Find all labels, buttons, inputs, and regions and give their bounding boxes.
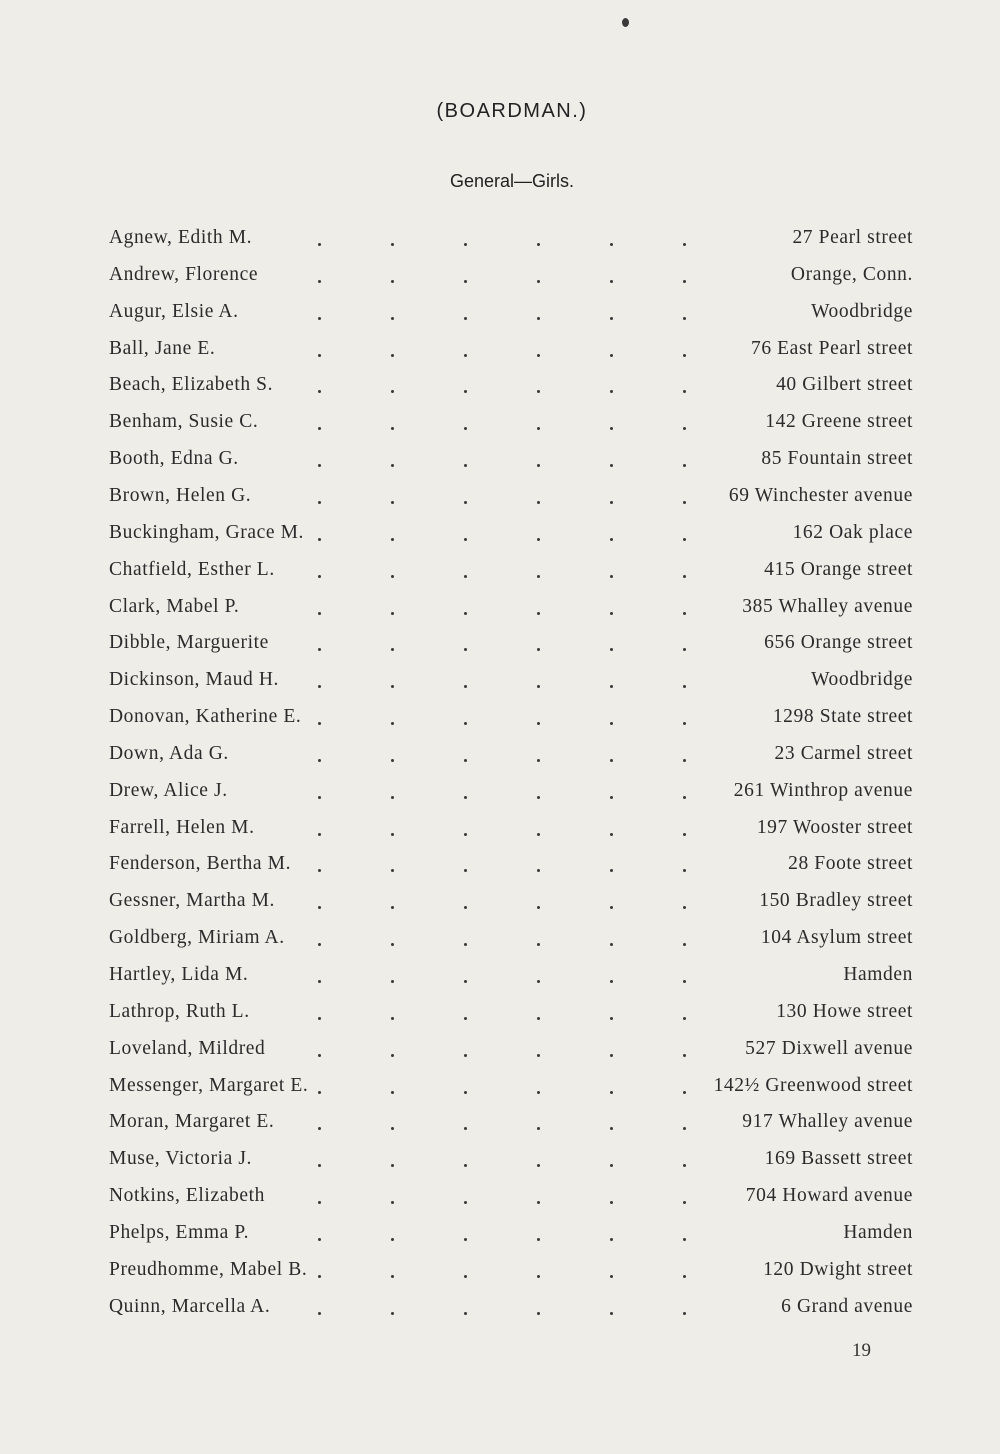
leader-dot (391, 648, 394, 651)
leader-dot (318, 538, 321, 541)
leader-dot (391, 280, 394, 283)
leader-dot (391, 1164, 394, 1167)
leader-dot (391, 317, 394, 320)
leader-dot (318, 1238, 321, 1241)
leader-dot (683, 943, 686, 946)
leader-dot (537, 575, 540, 578)
leader-dot (683, 869, 686, 872)
leader-dot (391, 906, 394, 909)
leader-dot (610, 685, 613, 688)
student-address: Hamden (843, 1221, 913, 1243)
leader-dot (464, 575, 467, 578)
student-address: 385 Whalley avenue (742, 595, 913, 617)
roster-row (0, 1001, 1000, 1031)
leader-dot (610, 317, 613, 320)
leader-dot (683, 1312, 686, 1315)
leader-dot (391, 1017, 394, 1020)
student-name: Down, Ada G. (109, 742, 229, 764)
leader-dot (683, 538, 686, 541)
leader-dot (391, 390, 394, 393)
student-name: Muse, Victoria J. (109, 1148, 252, 1170)
student-name: Agnew, Edith M. (109, 227, 253, 248)
leader-dot (464, 906, 467, 909)
leader-dot (610, 980, 613, 983)
student-name: Clark, Mabel P. (109, 595, 240, 617)
student-name: Preudhomme, Mabel B. (109, 1258, 308, 1280)
leader-dot (683, 354, 686, 357)
student-address: 261 Winthrop avenue (733, 779, 913, 801)
roster-row (0, 338, 1000, 368)
student-name: Phelps, Emma P. (109, 1221, 250, 1243)
leader-dot (683, 685, 686, 688)
roster-row (0, 227, 1000, 257)
roster-row (0, 706, 1000, 736)
leader-dot (391, 427, 394, 430)
roster-row (0, 853, 1000, 883)
leader-dot (318, 1275, 321, 1278)
roster-row (0, 522, 1000, 552)
leader-dot (610, 906, 613, 909)
leader-dot (610, 1054, 613, 1057)
leader-dot (537, 722, 540, 725)
leader-dot (391, 354, 394, 357)
leader-dot (464, 1275, 467, 1278)
leader-dot (683, 1054, 686, 1057)
leader-dot (610, 612, 613, 615)
leader-dot (391, 464, 394, 467)
student-name: Dickinson, Maud H. (109, 669, 280, 691)
leader-dot (464, 280, 467, 283)
leader-dot (610, 501, 613, 504)
leader-dot (464, 501, 467, 504)
leader-dot (537, 980, 540, 983)
student-address: 104 Asylum street (760, 927, 913, 949)
roster-row (0, 1075, 1000, 1105)
leader-dot (683, 1091, 686, 1094)
leader-dot (318, 1201, 321, 1204)
leader-dot (318, 354, 321, 357)
student-address: 120 Dwight street (763, 1258, 913, 1280)
student-name: Chatfield, Esther L. (109, 558, 275, 580)
student-address: 28 Foote street (788, 853, 913, 875)
leader-dot (683, 1275, 686, 1278)
roster-row (0, 559, 1000, 589)
leader-dot (610, 538, 613, 541)
leader-dot (464, 869, 467, 872)
leader-dot (683, 390, 686, 393)
leader-dot (537, 759, 540, 762)
student-address: 197 Wooster street (756, 816, 913, 838)
leader-dot (537, 1238, 540, 1241)
student-address: 27 Pearl street (792, 227, 913, 248)
roster-row (0, 596, 1000, 626)
student-address: 85 Fountain street (761, 448, 913, 470)
student-name: Messenger, Margaret E. (109, 1074, 309, 1096)
student-address: Woodbridge (811, 300, 913, 322)
student-name: Moran, Margaret E. (109, 1111, 275, 1133)
leader-dot (464, 1054, 467, 1057)
leader-dot (318, 685, 321, 688)
roster-row (0, 485, 1000, 515)
leader-dot (318, 980, 321, 983)
student-name: Dibble, Marguerite (109, 632, 269, 654)
roster-row (0, 1222, 1000, 1252)
student-address: 1298 State street (772, 706, 913, 728)
leader-dot (537, 538, 540, 541)
student-name: Loveland, Mildred (109, 1037, 266, 1059)
leader-dot (610, 390, 613, 393)
student-address: 142½ Greenwood street (713, 1074, 913, 1096)
leader-dot (683, 464, 686, 467)
leader-dot (391, 796, 394, 799)
leader-dot (537, 869, 540, 872)
leader-dot (464, 1017, 467, 1020)
leader-dot (683, 1201, 686, 1204)
leader-dot (391, 1201, 394, 1204)
leader-dot (537, 317, 540, 320)
leader-dot (610, 722, 613, 725)
leader-dot (683, 980, 686, 983)
leader-dot (610, 1164, 613, 1167)
student-name: Ball, Jane E. (109, 337, 216, 359)
student-address: 656 Orange street (764, 632, 913, 654)
leader-dot (318, 243, 321, 246)
roster-row (0, 890, 1000, 920)
leader-dot (318, 575, 321, 578)
roster-row (0, 964, 1000, 994)
student-address: 142 Greene street (765, 411, 913, 433)
roster-row (0, 1111, 1000, 1141)
leader-dot (318, 1164, 321, 1167)
leader-dot (537, 280, 540, 283)
leader-dot (537, 390, 540, 393)
leader-dot (610, 833, 613, 836)
leader-dot (537, 796, 540, 799)
leader-dot (537, 1054, 540, 1057)
leader-dot (683, 796, 686, 799)
leader-dot (318, 317, 321, 320)
student-name: Buckingham, Grace M. (109, 521, 305, 543)
leader-dot (464, 796, 467, 799)
student-address: 917 Whalley avenue (742, 1111, 913, 1133)
student-name: Goldberg, Miriam A. (109, 927, 285, 949)
leader-dot (683, 906, 686, 909)
student-name: Booth, Edna G. (109, 448, 239, 470)
leader-dot (318, 464, 321, 467)
leader-dot (683, 1017, 686, 1020)
leader-dot (537, 1275, 540, 1278)
leader-dot (464, 722, 467, 725)
roster-row (0, 264, 1000, 294)
leader-dot (464, 759, 467, 762)
leader-dot (683, 501, 686, 504)
leader-dot (537, 906, 540, 909)
leader-dot (318, 1091, 321, 1094)
leader-dot (464, 1091, 467, 1094)
leader-dot (610, 427, 613, 430)
leader-dot (610, 1312, 613, 1315)
student-name: Gessner, Martha M. (109, 890, 275, 912)
leader-dot (464, 980, 467, 983)
leader-dot (318, 869, 321, 872)
student-name: Farrell, Helen M. (109, 816, 255, 838)
roster-row (0, 411, 1000, 441)
student-address: Woodbridge (811, 669, 913, 691)
student-address: 150 Bradley street (759, 890, 913, 912)
roster-row (0, 1148, 1000, 1178)
leader-dot (391, 612, 394, 615)
student-address: Orange, Conn. (790, 263, 913, 285)
roster-row (0, 1296, 1000, 1326)
leader-dot (391, 833, 394, 836)
leader-dot (318, 1127, 321, 1130)
leader-dot (537, 1312, 540, 1315)
leader-dot (610, 243, 613, 246)
student-address: 69 Winchester avenue (728, 484, 913, 506)
leader-dot (464, 464, 467, 467)
student-name: Brown, Helen G. (109, 484, 252, 506)
student-name: Andrew, Florence (109, 263, 259, 285)
student-address: 76 East Pearl street (751, 337, 913, 359)
leader-dot (391, 538, 394, 541)
student-address: 704 Howard avenue (745, 1185, 913, 1207)
roster-row (0, 817, 1000, 847)
student-name: Beach, Elizabeth S. (109, 374, 274, 396)
section-heading: General—Girls. (449, 171, 575, 191)
leader-dot (464, 685, 467, 688)
leader-dot (683, 317, 686, 320)
leader-dot (610, 1017, 613, 1020)
leader-dot (610, 759, 613, 762)
leader-dot (464, 317, 467, 320)
leader-dot (683, 833, 686, 836)
leader-dot (318, 648, 321, 651)
leader-dot (610, 464, 613, 467)
student-address: 130 Howe street (776, 1000, 913, 1022)
leader-dot (391, 1275, 394, 1278)
leader-dot (537, 648, 540, 651)
leader-dot (318, 833, 321, 836)
leader-dot (683, 648, 686, 651)
leader-dot (683, 575, 686, 578)
roster-row (0, 632, 1000, 662)
leader-dot (318, 612, 321, 615)
roster-row (0, 374, 1000, 404)
leader-dot (391, 943, 394, 946)
leader-dot (610, 1091, 613, 1094)
leader-dot (464, 648, 467, 651)
leader-dot (318, 501, 321, 504)
leader-dot (464, 1201, 467, 1204)
ink-speck (622, 18, 629, 27)
leader-dot (683, 243, 686, 246)
roster-row (0, 669, 1000, 699)
student-name: Augur, Elsie A. (109, 300, 239, 322)
leader-dot (537, 354, 540, 357)
student-address: 40 Gilbert street (776, 374, 913, 396)
leader-dot (318, 1054, 321, 1057)
leader-dot (318, 722, 321, 725)
roster-row (0, 448, 1000, 478)
student-address: 162 Oak place (792, 521, 913, 543)
leader-dot (464, 943, 467, 946)
leader-dot (391, 1312, 394, 1315)
roster-row (0, 1038, 1000, 1068)
student-address: 169 Bassett street (764, 1148, 913, 1170)
leader-dot (464, 1312, 467, 1315)
leader-dot (610, 1238, 613, 1241)
leader-dot (683, 612, 686, 615)
student-name: Notkins, Elizabeth (109, 1185, 265, 1207)
leader-dot (683, 722, 686, 725)
leader-dot (683, 759, 686, 762)
leader-dot (610, 869, 613, 872)
school-heading: (BOARDMAN.) (436, 100, 588, 122)
leader-dot (318, 427, 321, 430)
leader-dot (683, 1238, 686, 1241)
student-name: Drew, Alice J. (109, 779, 228, 801)
leader-dot (683, 1127, 686, 1130)
roster-row (0, 927, 1000, 957)
leader-dot (391, 685, 394, 688)
leader-dot (610, 354, 613, 357)
leader-dot (318, 906, 321, 909)
leader-dot (683, 427, 686, 430)
leader-dot (537, 943, 540, 946)
leader-dot (464, 1238, 467, 1241)
leader-dot (464, 538, 467, 541)
leader-dot (610, 1275, 613, 1278)
roster-row (0, 1185, 1000, 1215)
student-name: Lathrop, Ruth L. (109, 1000, 250, 1022)
leader-dot (391, 1127, 394, 1130)
student-address: 527 Dixwell avenue (745, 1037, 913, 1059)
leader-dot (610, 648, 613, 651)
leader-dot (610, 1127, 613, 1130)
leader-dot (537, 1127, 540, 1130)
student-address: Hamden (843, 964, 913, 985)
leader-dot (318, 390, 321, 393)
leader-dot (318, 280, 321, 283)
leader-dot (537, 1201, 540, 1204)
leader-dot (318, 759, 321, 762)
leader-dot (391, 1054, 394, 1057)
leader-dot (610, 1201, 613, 1204)
leader-dot (464, 427, 467, 430)
leader-dot (537, 427, 540, 430)
leader-dot (391, 501, 394, 504)
leader-dot (537, 833, 540, 836)
student-address: 6 Grand avenue (781, 1295, 913, 1317)
leader-dot (537, 1164, 540, 1167)
roster-row (0, 743, 1000, 773)
student-address: 23 Carmel street (774, 742, 913, 764)
leader-dot (683, 1164, 686, 1167)
leader-dot (318, 796, 321, 799)
leader-dot (391, 980, 394, 983)
leader-dot (318, 943, 321, 946)
leader-dot (610, 280, 613, 283)
leader-dot (391, 575, 394, 578)
roster-row (0, 1259, 1000, 1289)
leader-dot (391, 243, 394, 246)
student-name: Benham, Susie C. (109, 411, 259, 433)
leader-dot (464, 833, 467, 836)
leader-dot (464, 1127, 467, 1130)
leader-dot (537, 685, 540, 688)
student-name: Donovan, Katherine E. (109, 706, 302, 728)
leader-dot (537, 501, 540, 504)
student-name: Hartley, Lida M. (109, 964, 249, 985)
roster-row (0, 780, 1000, 810)
leader-dot (391, 1238, 394, 1241)
leader-dot (391, 759, 394, 762)
leader-dot (464, 354, 467, 357)
leader-dot (391, 869, 394, 872)
leader-dot (610, 575, 613, 578)
leader-dot (318, 1017, 321, 1020)
leader-dot (683, 280, 686, 283)
student-name: Quinn, Marcella A. (109, 1295, 271, 1317)
leader-dot (464, 612, 467, 615)
leader-dot (464, 1164, 467, 1167)
leader-dot (610, 943, 613, 946)
student-address: 415 Orange street (764, 558, 913, 580)
leader-dot (391, 1091, 394, 1094)
leader-dot (610, 796, 613, 799)
leader-dot (464, 390, 467, 393)
leader-dot (537, 464, 540, 467)
student-name: Fenderson, Bertha M. (109, 853, 292, 875)
leader-dot (537, 1017, 540, 1020)
page-number: 19 (852, 1340, 871, 1361)
leader-dot (537, 612, 540, 615)
leader-dot (537, 1091, 540, 1094)
leader-dot (318, 1312, 321, 1315)
leader-dot (537, 243, 540, 246)
leader-dot (391, 722, 394, 725)
leader-dot (464, 243, 467, 246)
roster-row (0, 301, 1000, 331)
